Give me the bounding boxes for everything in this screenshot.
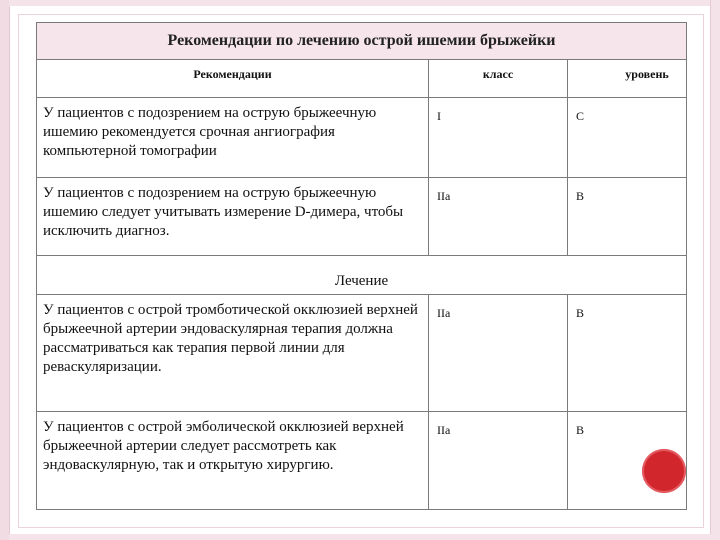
level-value: B xyxy=(576,423,585,437)
header-level: уровень xyxy=(568,60,687,98)
header-row xyxy=(37,60,687,98)
class-cell xyxy=(429,412,568,510)
table-row xyxy=(37,98,687,178)
red-circle-decoration xyxy=(642,449,686,493)
recommendation-text: У пациентов с острой эмболической окклюзией верхней брыжеечной артерии следует рассмотреть как эндоваскулярную, так и открытую хирургию. xyxy=(43,419,404,473)
class-cell xyxy=(429,178,568,256)
recommendation-cell xyxy=(37,295,429,412)
level-cell xyxy=(568,295,687,412)
recommendations-table xyxy=(36,22,687,510)
slide-frame-bottom xyxy=(9,534,720,540)
class-value: IIa xyxy=(437,306,451,320)
recommendation-cell xyxy=(37,98,429,178)
header-class: класс xyxy=(429,60,568,98)
section-treatment-title: Лечение xyxy=(37,256,687,295)
slide-frame-left xyxy=(0,0,9,540)
recommendation-cell xyxy=(37,412,429,510)
level-value: С xyxy=(576,109,585,123)
class-value: IIa xyxy=(437,189,451,203)
recommendation-text: У пациентов с подозрением на острую брыжеечную ишемию рекомендуется срочная ангиография компьютерной томографии xyxy=(43,105,377,159)
slide-frame-top xyxy=(9,0,720,6)
table-title: Рекомендации по лечению острой ишемии брыжейки xyxy=(37,23,687,60)
recommendation-text: У пациентов с острой тромботической окклюзией верхней брыжеечной артерии эндоваскулярная терапия должна рассматриваться как терапия первой линии для реваскуляризации. xyxy=(43,302,418,375)
table-row xyxy=(37,412,687,510)
class-cell xyxy=(429,295,568,412)
level-cell xyxy=(568,178,687,256)
class-value: I xyxy=(437,109,441,123)
level-value: B xyxy=(576,306,585,320)
slide-frame-right xyxy=(710,0,720,540)
table-row xyxy=(37,178,687,256)
title-row xyxy=(37,23,687,60)
recommendation-cell xyxy=(37,178,429,256)
class-cell xyxy=(429,98,568,178)
class-value: IIa xyxy=(437,423,451,437)
level-value: B xyxy=(576,189,585,203)
table-row xyxy=(37,295,687,412)
recommendation-text: У пациентов с подозрением на острую брыжеечную ишемию следует учитывать измерение D-димера, чтобы исключить диагноз. xyxy=(43,185,404,239)
level-cell xyxy=(568,98,687,178)
header-recommendations: Рекомендации xyxy=(37,60,429,98)
section-row xyxy=(37,256,687,295)
